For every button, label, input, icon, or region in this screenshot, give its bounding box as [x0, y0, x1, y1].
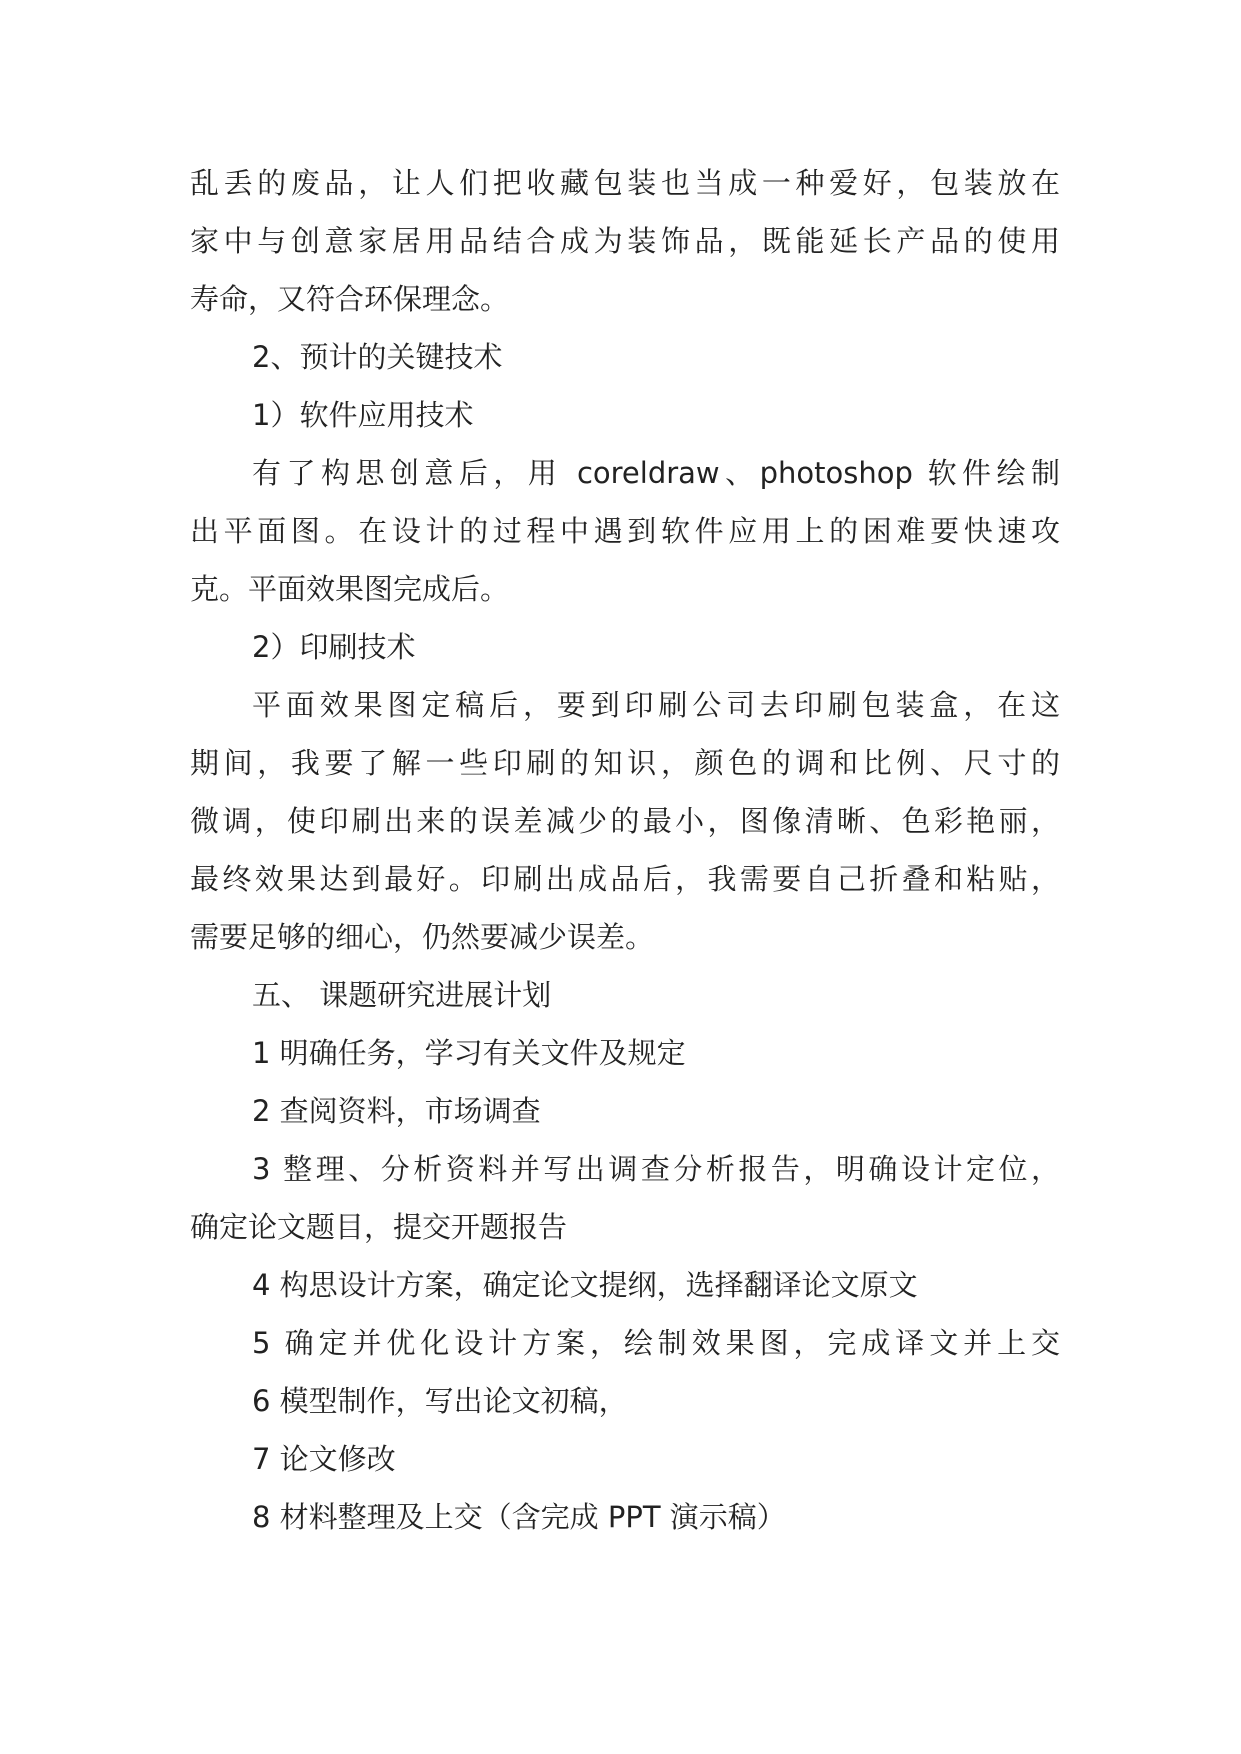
text-line: 1）软件应用技术	[252, 398, 474, 432]
text-line: 寿命，又符合环保理念。	[190, 282, 510, 316]
text-line: 6 模型制作，写出论文初稿，	[252, 1384, 628, 1418]
text-line: 平面效果图定稿后，要到印刷公司去印刷包装盒，在这	[252, 688, 1060, 722]
text-line: 需要足够的细心，仍然要减少误差。	[190, 920, 655, 954]
document-body	[190, 154, 1060, 1546]
text-line: 7 论文修改	[252, 1442, 396, 1476]
text-line: 8 材料整理及上交（含完成 PPT 演示稿）	[252, 1500, 786, 1534]
text-line: 2、预计的关键技术	[252, 340, 503, 374]
text-line: 4 构思设计方案，确定论文提纲，选择翻译论文原文	[252, 1268, 918, 1302]
text-line: 1 明确任务，学习有关文件及规定	[252, 1036, 686, 1070]
text-line: 2 查阅资料，市场调查	[252, 1094, 541, 1128]
text-line: 最终效果达到最好。印刷出成品后，我需要自己折叠和粘贴，	[190, 862, 1060, 896]
text-line: 克。平面效果图完成后。	[190, 572, 510, 606]
text-line: 确定论文题目，提交开题报告	[190, 1210, 568, 1244]
text-line: 乱丢的废品，让人们把收藏包装也当成一种爱好，包装放在	[190, 166, 1060, 200]
text-line: 微调，使印刷出来的误差减少的最小，图像清晰、色彩艳丽，	[190, 804, 1060, 838]
text-line: 出平面图。在设计的过程中遇到软件应用上的困难要快速攻	[190, 514, 1060, 548]
text-line: 五、 课题研究进展计划	[252, 978, 552, 1012]
text-line: 家中与创意家居用品结合成为装饰品，既能延长产品的使用	[190, 224, 1060, 258]
text-line: 5 确定并优化设计方案，绘制效果图，完成译文并上交	[252, 1326, 1060, 1360]
text-line: 3 整理、分析资料并写出调查分析报告，明确设计定位，	[252, 1152, 1060, 1186]
text-line: 2）印刷技术	[252, 630, 416, 664]
text-line: 有了构思创意后，用 coreldraw、photoshop 软件绘制	[252, 456, 1060, 490]
text-line: 期间，我要了解一些印刷的知识，颜色的调和比例、尺寸的	[190, 746, 1060, 780]
